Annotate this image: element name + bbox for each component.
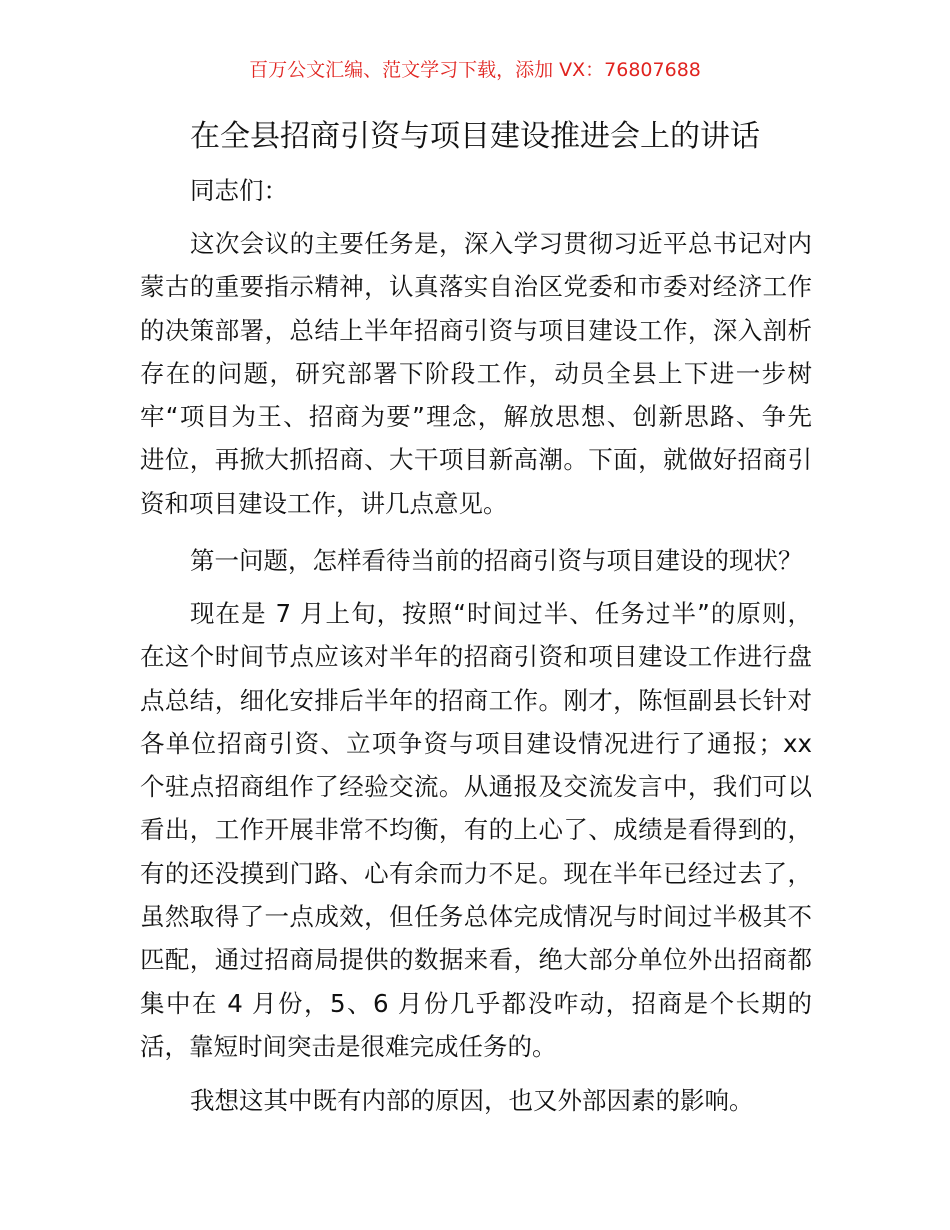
text-line: 集中在 4 月份，5、6 月份几乎都没咋动，招商是个长期的	[140, 988, 812, 1018]
text-line: 活，靠短时间突击是很难完成任务的。	[140, 1031, 557, 1061]
text-line: 蒙古的重要指示精神，认真落实自治区党委和市委对经济工作	[140, 272, 812, 302]
text-line: 现在是 7 月上旬，按照“时间过半、任务过半”的原则，	[190, 599, 812, 628]
text-line: 进位，再掀大抓招商、大干项目新高潮。下面，就做好招商引	[140, 445, 812, 475]
header-watermark-banner: 百万公文汇编、范文学习下载，添加 VX：76807688	[249, 59, 701, 81]
text-line: 匹配，通过招商局提供的数据来看，绝大部分单位外出招商都	[140, 945, 812, 975]
document-title: 在全县招商引资与项目建设推进会上的讲话	[190, 119, 760, 154]
text-line: 在这个时间节点应该对半年的招商引资和项目建设工作进行盘	[140, 642, 812, 672]
text-line: 的决策部署，总结上半年招商引资与项目建设工作，深入剖析	[140, 315, 812, 345]
text-line: 各单位招商引资、立项争资与项目建设情况进行了通报；xx	[140, 728, 812, 758]
text-line: 我想这其中既有内部的原因，也又外部因素的影响。	[190, 1086, 754, 1115]
paragraph-question-heading	[140, 539, 812, 582]
salutation-text: 同志们：	[190, 176, 288, 205]
text-line: 资和项目建设工作，讲几点意见。	[140, 488, 508, 518]
paragraph-reasons	[140, 1079, 812, 1122]
paragraph-intro	[140, 222, 812, 525]
text-line: 牢“项目为王、招商为要”理念，解放思想、创新思路、争先	[140, 402, 812, 432]
salutation	[140, 169, 812, 212]
text-line: 这次会议的主要任务是，深入学习贯彻习近平总书记对内	[190, 229, 812, 258]
text-line: 存在的问题，研究部署下阶段工作，动员全县上下进一步树	[140, 358, 812, 388]
text-line: 第一问题，怎样看待当前的招商引资与项目建设的现状？	[190, 546, 803, 575]
text-line: 虽然取得了一点成效，但任务总体完成情况与时间过半极其不	[140, 902, 812, 932]
text-line: 看出，工作开展非常不均衡，有的上心了、成绩是看得到的，	[140, 815, 812, 845]
paragraph-current-status	[140, 592, 812, 1068]
text-line: 个驻点招商组作了经验交流。从通报及交流发言中，我们可以	[140, 772, 812, 802]
text-line: 有的还没摸到门路、心有余而力不足。现在半年已经过去了，	[140, 858, 812, 888]
text-line: 点总结，细化安排后半年的招商工作。刚才，陈恒副县长针对	[140, 685, 812, 715]
